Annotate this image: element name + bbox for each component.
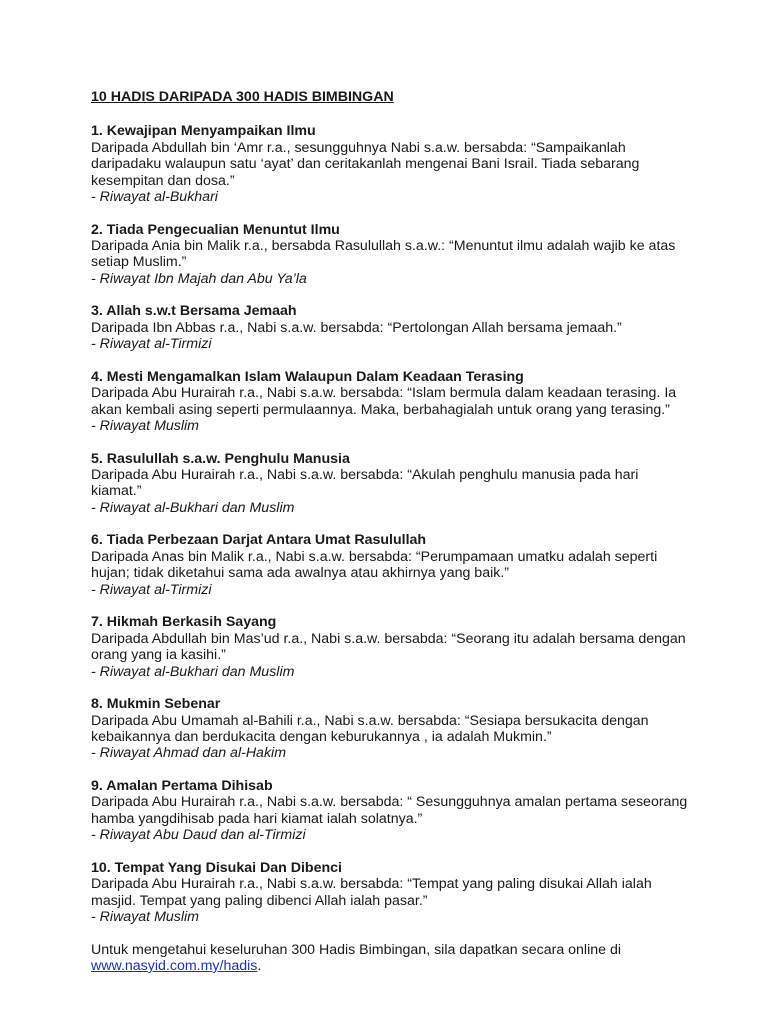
hadis-website-link[interactable]: www.nasyid.com.my/hadis [91, 957, 258, 974]
hadith-source: - Riwayat al-Bukhari dan Muslim [91, 499, 295, 516]
hadith-heading: 3. Allah s.w.t Bersama Jemaah [91, 303, 297, 320]
document-page [91, 89, 691, 974]
hadith-source: - Riwayat al-Bukhari [91, 189, 218, 206]
hadith-text: Daripada Anas bin Malik r.a., Nabi s.a.w. bersabda: “Perumpamaan umatku adalah seperti hujan; tidak diketahui sama ada awalnya atau akhirnya yang baik.” [91, 548, 658, 582]
hadith-heading: 1. Kewajipan Menyampaikan Ilmu [91, 123, 316, 140]
footer-note [91, 942, 691, 975]
hadith-item-10 [91, 860, 691, 926]
hadith-item-6 [91, 532, 691, 598]
hadith-text: Daripada Abdullah bin Mas’ud r.a., Nabi s.a.w. bersabda: “Seorang itu adalah bersama dengan orang yang ia kasihi.” [91, 630, 686, 664]
hadith-source: - Riwayat Muslim [91, 418, 199, 435]
hadith-item-7 [91, 614, 691, 680]
hadith-heading: 10. Tempat Yang Disukai Dan Dibenci [91, 859, 342, 876]
hadith-source: - Riwayat al-Tirmizi [91, 581, 212, 598]
hadith-source: - Riwayat Muslim [91, 908, 199, 925]
hadith-text: Daripada Abu Umamah al-Bahili r.a., Nabi s.a.w. bersabda: “Sesiapa bersukacita dengan kebaikannya dan berdukacita dengan keburukannya , ia adalah Mukmin.” [91, 712, 649, 745]
hadith-heading: 5. Rasulullah s.a.w. Penghulu Manusia [91, 450, 350, 467]
hadith-source: - Riwayat al-Tirmizi [91, 336, 212, 353]
hadith-heading: 2. Tiada Pengecualian Menuntut Ilmu [91, 221, 340, 238]
hadith-text: Daripada Ibn Abbas r.a., Nabi s.a.w. bersabda: “Pertolongan Allah bersama jemaah.” [91, 319, 622, 336]
hadith-text: Daripada Abu Hurairah r.a., Nabi s.a.w. bersabda: “Islam bermula dalam keadaan terasing. Ia akan kembali asing seperti permulaannya. Maka, berbahagialah untuk orang yang terasing.” [91, 385, 677, 418]
hadith-item-5 [91, 451, 691, 517]
hadith-heading: 6. Tiada Perbezaan Darjat Antara Umat Rasulullah [91, 532, 427, 549]
hadith-text: Daripada Abu Hurairah r.a., Nabi s.a.w. bersabda: “Tempat yang paling disukai Allah ialah masjid. Tempat yang paling dibenci Allah ialah pasar.” [91, 876, 652, 909]
hadith-item-9 [91, 778, 691, 844]
hadith-source: - Riwayat Ibn Majah dan Abu Ya’la [91, 270, 307, 287]
hadith-heading: 9. Amalan Pertama Dihisab [91, 777, 273, 794]
hadith-item-1 [91, 123, 691, 205]
hadith-item-8 [91, 696, 691, 762]
hadith-item-2 [91, 222, 691, 288]
hadith-heading: 8. Mukmin Sebenar [91, 696, 221, 713]
hadith-item-3 [91, 303, 691, 352]
hadith-text: Daripada Ania bin Malik r.a., bersabda Rasulullah s.a.w.: “Menuntut ilmu adalah wajib ke atas setiap Muslim.” [91, 238, 676, 271]
hadith-source: - Riwayat Abu Daud dan al-Tirmizi [91, 827, 306, 844]
document-title: 10 HADIS DARIPADA 300 HADIS BIMBINGAN [91, 89, 394, 105]
footer-text: Untuk mengetahui keseluruhan 300 Hadis Bimbingan, sila dapatkan secara online di [91, 941, 622, 958]
hadith-heading: 7. Hikmah Berkasih Sayang [91, 614, 277, 631]
hadith-text: Daripada Abu Hurairah r.a., Nabi s.a.w. bersabda: “Akulah penghulu manusia pada hari kiamat.” [91, 467, 639, 500]
hadith-item-4 [91, 369, 691, 435]
hadith-heading: 4. Mesti Mengamalkan Islam Walaupun Dalam Keadaan Terasing [91, 368, 524, 385]
hadith-text: Daripada Abdullah bin ‘Amr r.a., sesungguhnya Nabi s.a.w. bersabda: “Sampaikanlah daripadaku walaupun satu ‘ayat’ dan ceritakanlah mengenai Bani Israil. Tiada sebarang kesempitan dan dosa.” [91, 139, 640, 189]
footer-trailing-period: . [257, 957, 262, 974]
hadith-source: - Riwayat al-Bukhari dan Muslim [91, 663, 295, 680]
hadith-source: - Riwayat Ahmad dan al-Hakim [91, 745, 287, 762]
hadith-text: Daripada Abu Hurairah r.a., Nabi s.a.w. bersabda: “ Sesungguhnya amalan pertama seseorang hamba yangdihisab pada hari kiamat ialah solatnya.” [91, 794, 688, 827]
